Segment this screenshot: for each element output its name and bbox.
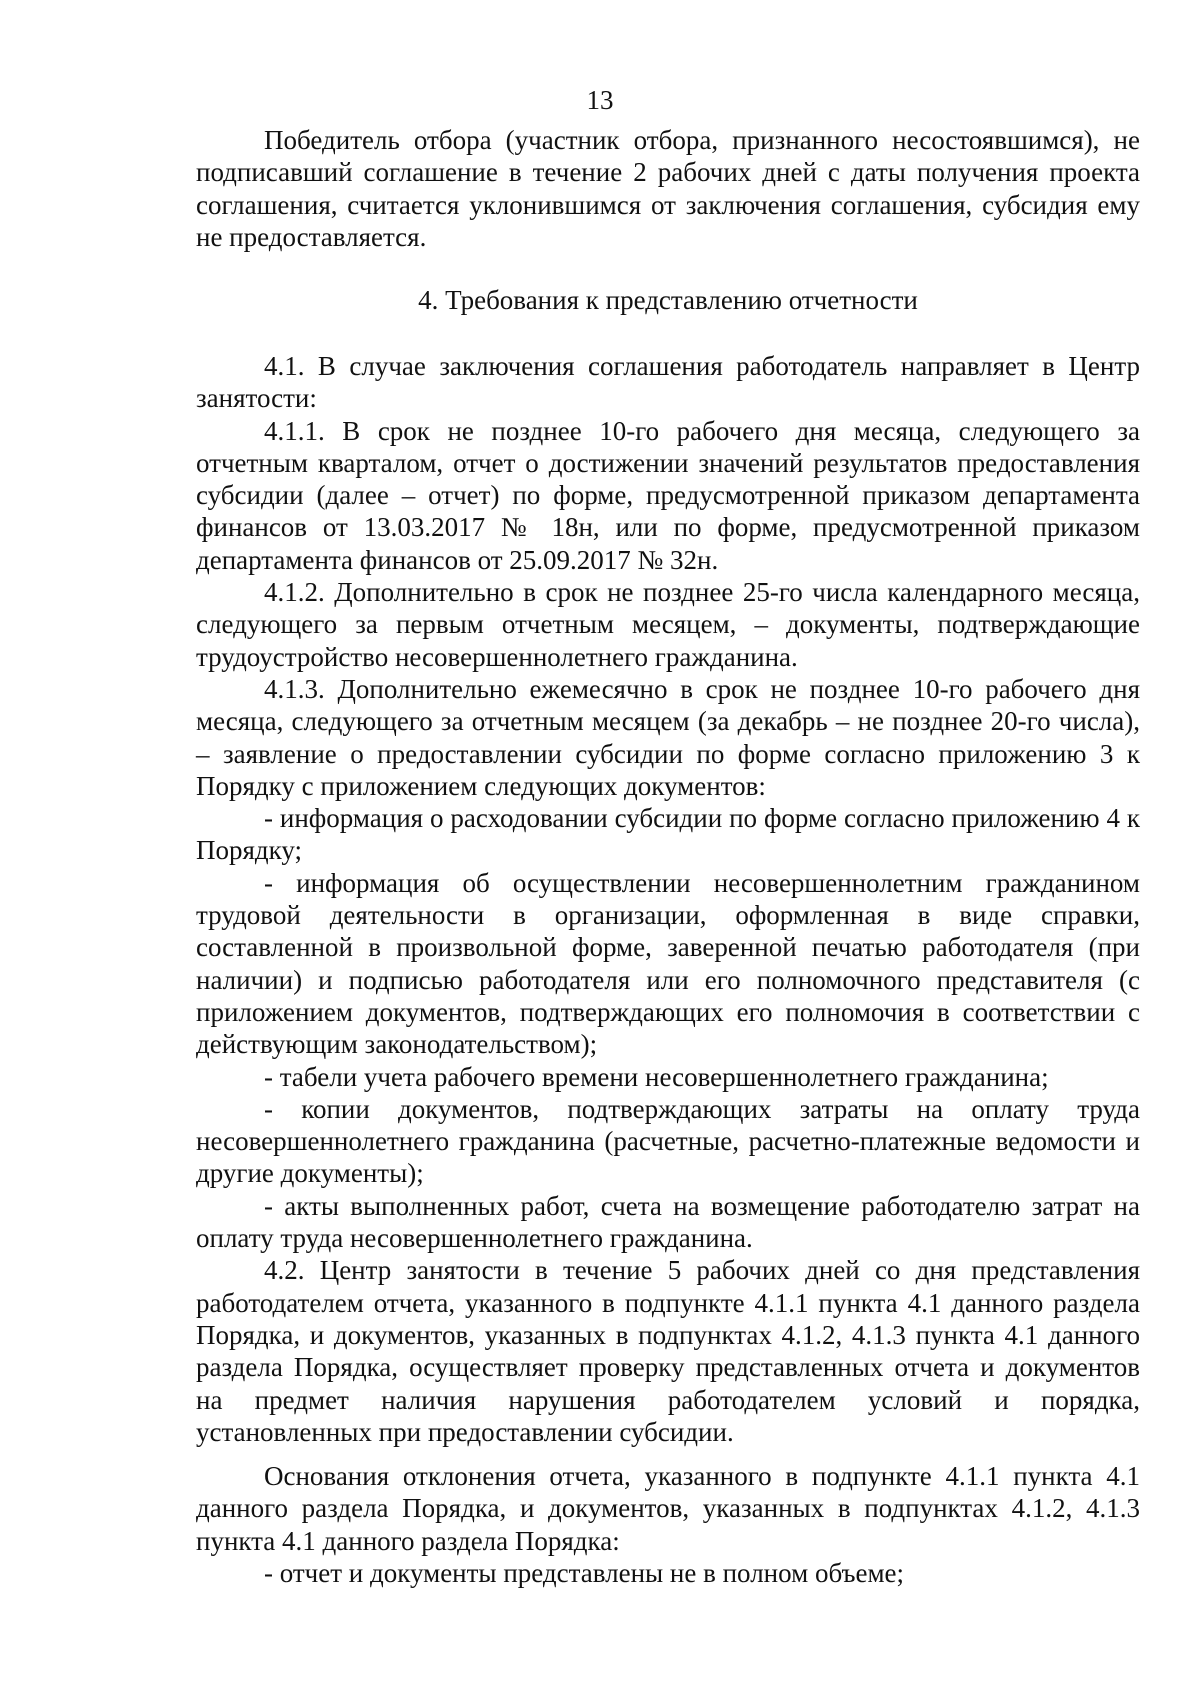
intro-block (196, 124, 1140, 253)
section-body (196, 350, 1140, 1589)
paragraph-4-1-2: 4.1.2. Дополнительно в срок не позднее 25-го числа календарного месяца, следующего за первым отчетным месяцем, – документы, подтверждающие трудоустройство несовершеннолетнего гражданина. (196, 577, 1140, 672)
list-item-incomplete: - отчет и документы представлены не в полном объеме; (264, 1557, 905, 1588)
list-item-employment-info: - информация об осуществлении несовершеннолетним гражданином трудовой деятельности в организации, оформленная в виде справки, составленной в произвольной форме, заверенной печатью работодателя (при наличии) и подписью работодателя или его полномочного представителя (с приложением документов, подтверждающих его полномочия в соответствии с действующим законодательством); (196, 867, 1140, 1060)
paragraph-4-2: 4.2. Центр занятости в течение 5 рабочих дней со дня представления работодателем отчета, указанного в подпункте 4.1.1 пункта 4.1 данного раздела Порядка, и документов, указанных в подпунктах 4.1.2, 4.1.3 пункта 4.1 данного раздела Порядка, осуществляет проверку представленных отчета и документов на предмет наличия нарушения работодателем условий и порядка, установленных при предоставлении субсидии. (196, 1255, 1140, 1447)
paragraph-4-1-1: 4.1.1. В срок не позднее 10-го рабочего дня месяца, следующего за отчетным кварталом, отчет о достижении значений результатов предоставления субсидии (далее – отчет) по форме, предусмотренной приказом департамента финансов от 13.03.2017 № 18н, или по форме, предусмотренной приказом департамента финансов от 25.09.2017 № 32н. (196, 415, 1140, 575)
intro-paragraph: Победитель отбора (участник отбора, признанного несостоявшимся), не подписавший соглашение в течение 2 рабочих дней с даты получения проекта соглашения, считается уклонившимся от заключения соглашения, субсидия ему не предоставляется. (196, 125, 1140, 252)
list-item-timesheets: - табели учета рабочего времени несовершеннолетнего гражданина; (264, 1061, 1049, 1092)
page-number: 13 (586, 85, 614, 115)
list-item-work-acts: - акты выполненных работ, счета на возмещение работодателю затрат на оплату труда несовершеннолетнего гражданина. (196, 1190, 1140, 1254)
list-item-cost-documents: - копии документов, подтверждающих затраты на оплату труда несовершеннолетнего гражданина (расчетные, расчетно-платежные ведомости и другие документы); (196, 1093, 1140, 1189)
paragraph-rejection-grounds: Основания отклонения отчета, указанного в подпункте 4.1.1 пункта 4.1 данного раздела Порядка, и документов, указанных в подпунктах 4.1.2, 4.1.3 пункта 4.1 данного раздела Порядка: (196, 1461, 1140, 1556)
list-item-expense-info: - информация о расходовании субсидии по форме согласно приложению 4 к Порядку; (196, 803, 1140, 866)
paragraph-4-1: 4.1. В случае заключения соглашения работодатель направляет в Центр занятости: (196, 351, 1140, 414)
section-title: 4. Требования к представлению отчетности (418, 285, 918, 315)
paragraph-4-1-3: 4.1.3. Дополнительно ежемесячно в срок не позднее 10-го рабочего дня месяца, следующего за отчетным месяцем (за декабрь – не позднее 20-го числа), – заявление о предоставлении субсидии по форме согласно приложению 3 к Порядку с приложением следующих документов: (196, 673, 1140, 801)
